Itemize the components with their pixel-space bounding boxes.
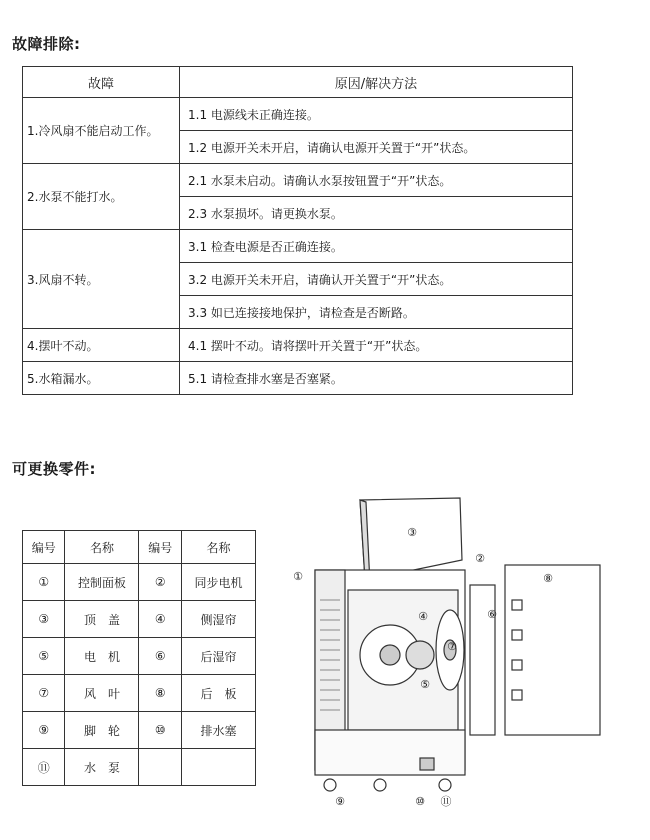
part-name: 控制面板 (65, 564, 139, 601)
part-name: 后 板 (181, 675, 255, 712)
callout-3: ③ (407, 526, 417, 539)
callout-5: ⑤ (420, 678, 430, 691)
table-row (23, 712, 256, 749)
part-name: 风 叶 (65, 675, 139, 712)
troubleshooting-table (22, 66, 573, 395)
part-name: 脚 轮 (65, 712, 139, 749)
part-number: ⑧ (139, 675, 181, 712)
solution-cell: 3.1 检查电源是否正确连接。 (180, 230, 573, 263)
callout-7: ⑦ (447, 640, 457, 653)
part-number: ⑨ (23, 712, 65, 749)
part-name: 同步电机 (181, 564, 255, 601)
fault-cell: 4.摆叶不动。 (23, 329, 180, 362)
solution-cell: 2.3 水泵损坏。请更换水泵。 (180, 197, 573, 230)
callout-2: ② (475, 552, 485, 565)
callout-9: ⑨ (335, 795, 345, 808)
solution-cell: 1.1 电源线未正确连接。 (180, 98, 573, 131)
callout-4: ④ (418, 610, 428, 623)
part-number: ⑦ (23, 675, 65, 712)
back-panel-drawing (505, 565, 600, 735)
part-number: ⑥ (139, 638, 181, 675)
part-name: 电 机 (65, 638, 139, 675)
table-row (23, 329, 573, 362)
fault-cell: 5.水箱漏水。 (23, 362, 180, 395)
troubleshooting-title: 故障排除: (12, 35, 81, 53)
table-row (23, 564, 256, 601)
solution-cell: 5.1 请检查排水塞是否塞紧。 (180, 362, 573, 395)
solution-cell: 1.2 电源开关未开启，请确认电源开关置于“开”状态。 (180, 131, 573, 164)
callout-10: ⑩ (415, 795, 425, 808)
table-row (23, 98, 573, 131)
solution-column-header: 原因/解决方法 (180, 67, 573, 98)
part-name (181, 749, 255, 786)
table-row (23, 749, 256, 786)
part-name: 水 泵 (65, 749, 139, 786)
parts-title: 可更换零件: (12, 460, 96, 478)
solution-cell: 2.1 水泵未启动。请确认水泵按钮置于“开”状态。 (180, 164, 573, 197)
fault-cell: 1.冷风扇不能启动工作。 (23, 98, 180, 164)
solution-cell: 4.1 摆叶不动。请将摆叶开关置于“开”状态。 (180, 329, 573, 362)
solution-cell: 3.3 如已连接接地保护，请检查是否断路。 (180, 296, 573, 329)
parts-table (22, 530, 256, 786)
part-number (139, 749, 181, 786)
fault-cell: 2.水泵不能打水。 (23, 164, 180, 230)
part-number: ④ (139, 601, 181, 638)
part-name: 排水塞 (181, 712, 255, 749)
exploded-diagram (270, 490, 620, 820)
part-name: 后湿帘 (181, 638, 255, 675)
fault-column-header: 故障 (23, 67, 180, 98)
table-row (23, 164, 573, 197)
callout-1: ① (293, 570, 303, 583)
part-number: ① (23, 564, 65, 601)
fault-cell: 3.风扇不转。 (23, 230, 180, 329)
part-name: 侧湿帘 (181, 601, 255, 638)
table-row (23, 675, 256, 712)
part-number: ⑤ (23, 638, 65, 675)
part-name: 顶 盖 (65, 601, 139, 638)
table-row (23, 601, 256, 638)
part-number: ② (139, 564, 181, 601)
part-number: ③ (23, 601, 65, 638)
table-row (23, 230, 573, 263)
part-number: ⑩ (139, 712, 181, 749)
name-column-header: 名称 (181, 531, 255, 564)
num-column-header: 编号 (23, 531, 65, 564)
table-row (23, 638, 256, 675)
callout-6: ⑥ (487, 608, 497, 621)
part-number: ⑪ (23, 749, 65, 786)
callout-11: ⑪ (440, 795, 452, 808)
solution-cell: 3.2 电源开关未开启，请确认开关置于“开”状态。 (180, 263, 573, 296)
name-column-header: 名称 (65, 531, 139, 564)
callout-8: ⑧ (543, 572, 553, 585)
table-row (23, 362, 573, 395)
num-column-header: 编号 (139, 531, 181, 564)
